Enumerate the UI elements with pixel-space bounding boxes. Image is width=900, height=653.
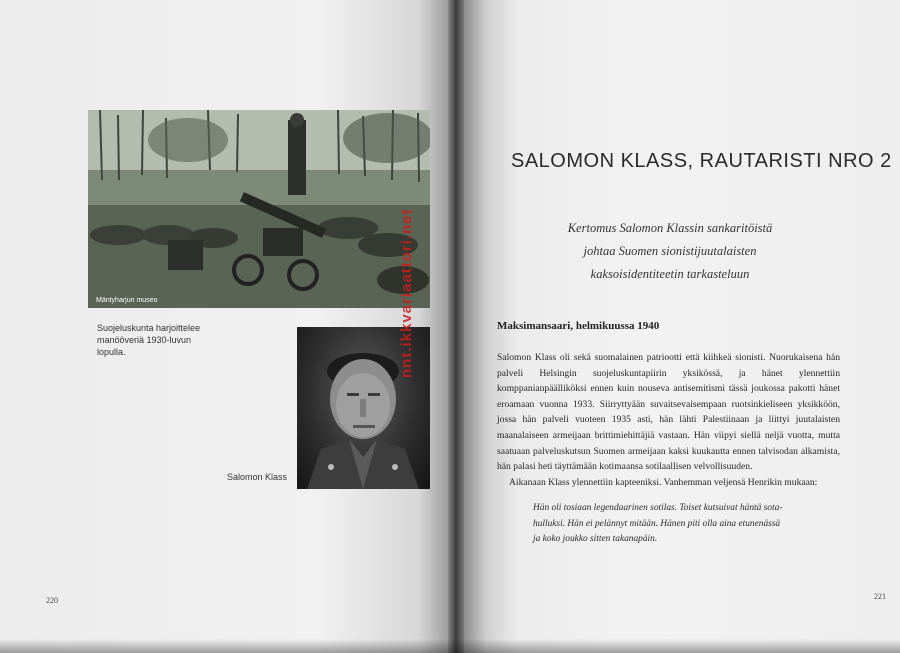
quote-line: ja koko joukko sitten takanapäin. — [533, 534, 658, 545]
section-heading: Maksimansaari, helmikuussa 1940 — [497, 320, 660, 332]
field-manoeuvre-photo — [88, 110, 430, 308]
chapter-intro — [520, 217, 820, 286]
page-number-right: 221 — [874, 592, 886, 601]
book-gutter — [448, 0, 464, 653]
body-text — [497, 350, 840, 490]
block-quote — [533, 501, 829, 548]
chapter-title: SALOMON KLASS, RAUTARISTI NRO 2 — [511, 150, 892, 172]
bottom-shadow — [0, 639, 900, 653]
field-photo-caption: Suojeluskunta harjoittelee manööveriä 1930-luvun lopulla. — [97, 323, 201, 357]
quote-line: Hän oli tosiaan legendaarinen sotilas. Toiset kutsuivat häntä sota- — [533, 503, 783, 513]
body-paragraph: Salomon Klass oli sekä suomalainen patriootti että kiihkeä sionisti. Nuorukaisena hän palveli Helsingin suojeluskuntapiirin yksikössä, ja hänet ylennettiin komppanianpäälliköksi ennen kuin nouseva antisemitismi tässä joukossa pakotti hänet eroamaan vuonna 1933. Siirryttyään suvaitsevaisempaan ruotsinkieliseen yksikköön, jossa hän palveli vuoteen 1935 asti, hän lähti Palestiinaan ja liittyi juutalaisten maanalaiseen armeijaan brittimiehittäjiä vastaan. Hän viipyi siellä neljä vuotta, mutta saatuaan palveluskutsun Suomen armeijaan kaksi kuukautta ennen talvisodan alkamista, hän palasi heti täyttämään kotimaansa sotilaallisen velvollisuuden. — [497, 352, 840, 473]
quote-line: hulluksi. Hän ei pelännyt mitään. Hänen piti olla aina etunenässä — [533, 518, 781, 529]
watermark-text: nnt.ikkvariaattori.net — [398, 208, 415, 378]
photo-credit: Mäntyharjun museo — [96, 297, 158, 304]
portrait-caption: Salomon Klass — [227, 472, 288, 482]
page-number-left: 220 — [46, 596, 58, 605]
intro-line: johtaa Suomen sionistijuutalaisten — [583, 244, 757, 258]
intro-line: Kertomus Salomon Klassin sankaritöistä — [567, 221, 773, 235]
intro-line: kaksoisidentiteetin tarkasteluun — [590, 267, 750, 281]
body-paragraph: Aikanaan Klass ylennettiin kapteeniksi. Vanhemman veljensä Henrikin mukaan: — [509, 476, 818, 488]
field-photo-art — [88, 110, 430, 308]
